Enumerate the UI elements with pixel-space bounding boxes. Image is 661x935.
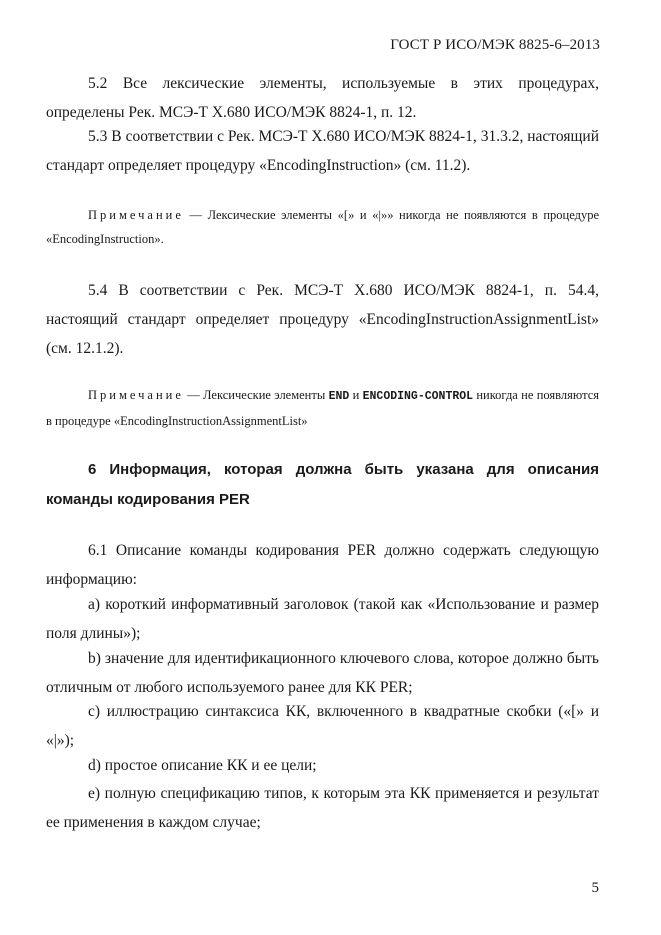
note-1 xyxy=(46,203,599,251)
paragraph-5-3: 5.3 В соответствии с Рек. МСЭ-Т X.680 ИСО/МЭК 8824-1, 31.3.2, настоящий стандарт определяет процедуру «EncodingInstruction» (см. 11.2). xyxy=(46,128,599,174)
list-item-a: a) короткий информативный заголовок (такой как «Использование и размер поля длины»); xyxy=(46,596,599,642)
paragraph-5-2: 5.2 Все лексические элементы, используемые в этих процедурах, определены Рек. МСЭ-Т X.680 ИСО/МЭК 8824-1, п. 12. xyxy=(46,75,599,121)
note-text: — Лексические элементы «[» и «|»» никогда не появляются в процедуре «EncodingInstruction». xyxy=(46,208,599,246)
paragraph-6-1: 6.1 Описание команды кодирования PER должно содержать следующую информацию: xyxy=(46,542,599,588)
note-label: Примечание xyxy=(88,208,184,222)
list-item-e: e) полную спецификацию типов, к которым эта КК применяется и результат ее применения в каждом случае; xyxy=(46,785,599,831)
list-item-c: c) иллюстрацию синтаксиса КК, включенного в квадратные скобки («[» и «|»); xyxy=(46,703,599,749)
section-6-heading: 6 Информация, которая должна быть указана для описания команды кодирования PER xyxy=(46,461,599,508)
standard-header: ГОСТ Р ИСО/МЭК 8825-6–2013 xyxy=(390,37,600,53)
list-item-b: b) значение для идентификационного ключевого слова, которое должно быть отличным от любого используемого ранее для КК PER; xyxy=(46,650,599,696)
note-text-mid: и xyxy=(349,388,363,402)
note-text-before: — Лексические элементы xyxy=(183,388,329,402)
page-number: 5 xyxy=(591,880,599,896)
keyword-encoding-control: ENCODING-CONTROL xyxy=(362,390,474,403)
paragraph-5-4: 5.4 В соответствии с Рек. МСЭ-Т X.680 ИСО/МЭК 8824-1, п. 54.4, настоящий стандарт определяет процедуру «EncodingInstructionAssignmentList» (см. 12.1.2). xyxy=(46,282,599,357)
note-2 xyxy=(46,383,599,433)
list-item-d: d) простое описание КК и ее цели; xyxy=(88,757,317,774)
note-label: Примечание xyxy=(88,388,184,402)
keyword-end: END xyxy=(328,390,350,403)
note-text-after: никогда не появляются в процедуре «EncodingInstructionAssignmentList» xyxy=(46,388,599,428)
